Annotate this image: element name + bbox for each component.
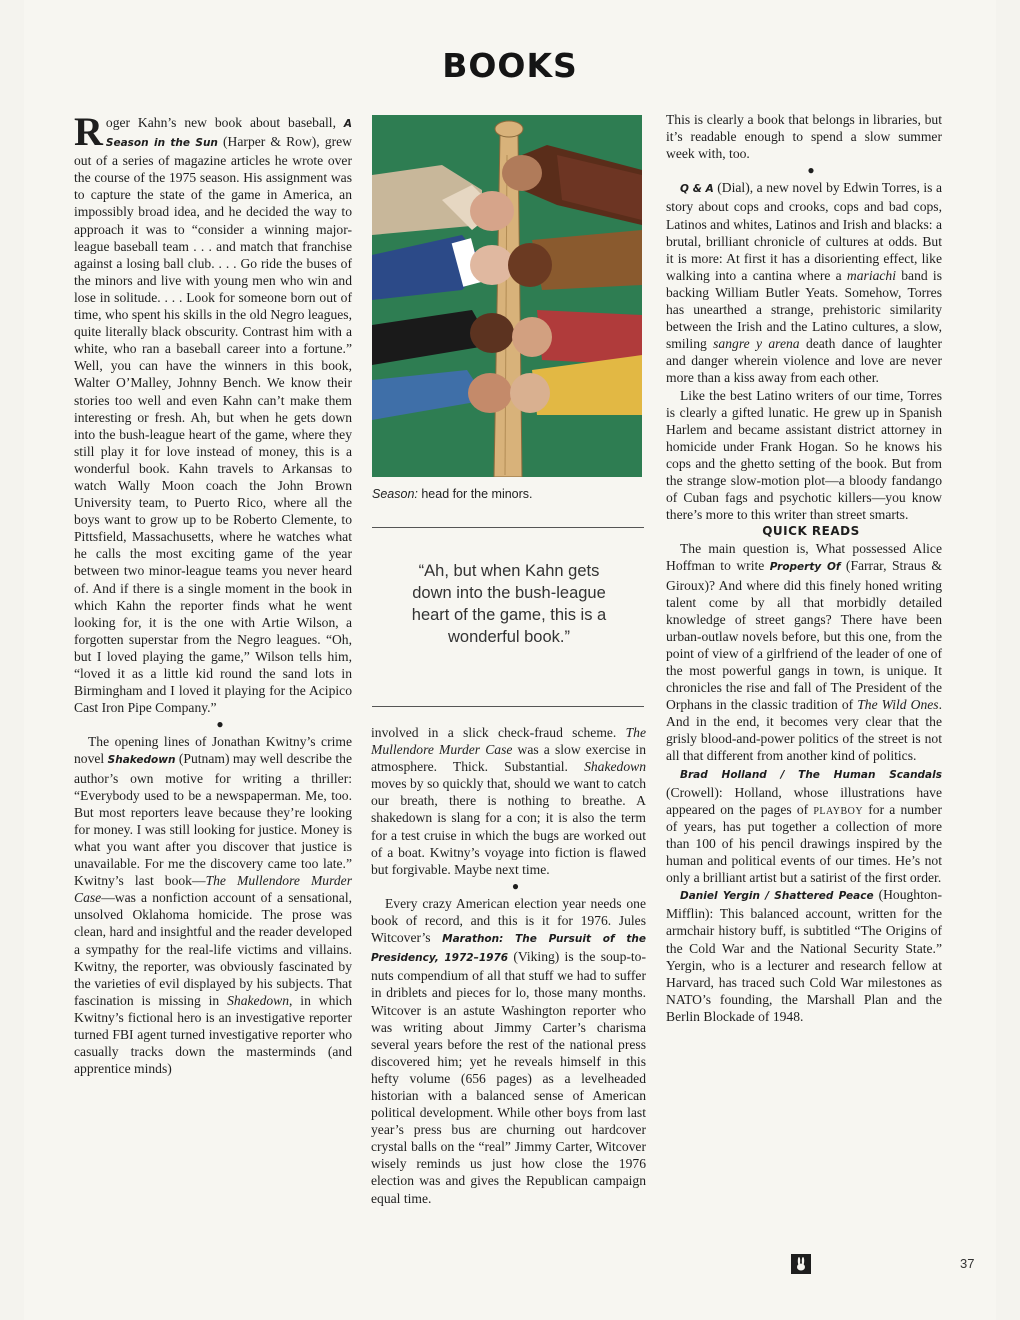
paragraph-season <box>74 109 352 716</box>
book-title: A Season in the Sun <box>105 118 352 150</box>
book-title: Shakedown <box>227 992 290 1008</box>
text: , in which Kwitny’s fictional hero is an investigative reporter turned FBI agent turned investigative reporter who casually tracks down the masterminds (and apprentice minds) <box>74 992 352 1077</box>
book-title: The Mullendore Murder Case <box>371 725 646 758</box>
paragraph-q-and-a <box>666 179 942 386</box>
book-title: The Mullendore Murder Case <box>74 873 352 906</box>
text: death dance of laughter and danger wherein violence and love are never more than a kiss away from each other. <box>666 336 942 386</box>
text: (Putnam) may well describe the author’s own motive for writing a thriller: “Everybody used to be a newspaperman. Me, too. But most reporters leave because they’re looking for money. I was still looking for justice. Money is what you want after you discover that justice is unavailable. For me the discovery came too late.” Kwitny’s last book— <box>74 751 352 889</box>
book-title: Marathon: The Pursuit of the Presidency, 1972–1976 <box>371 933 646 965</box>
illustration-caption <box>372 487 642 501</box>
italic-word: mariachi <box>846 267 897 283</box>
text: (Dial), a new novel by Edwin Torres, is a story about cops and crooks, cops and bad cops, Latinos and whites, Latinos and Irish and blacks: a brutal, brilliant chronicle of cultures at odds. But it is more: At first it has a disorienting effect, like walking into a cantina where a <box>666 180 942 283</box>
divider-top <box>372 527 644 528</box>
column-1 <box>74 109 352 1077</box>
drop-cap: R <box>74 109 103 154</box>
paragraph-shakedown-cont <box>371 724 646 878</box>
text: was a slow exercise in atmosphere. Thick. Substantial. <box>371 742 646 775</box>
text: (Harper & Row), grew out of a series of magazine articles he wrote over the course of the 1975 season. His assignment was to capture the state of the game in America, an impossibly broad idea, and he decided the way to approach it was to “consider a winning major-league baseball team . . . and match that franchise against a losing ball club. . . . Go ride the buses of the minors and live with young men who win and lose in solitude. . . . Look for someone born out of time, who spent his skills in the old Negro leagues, quite literally black obscurity. Contrast him with a white, who ran a baseball career into a fortune.” Well, you can have the winners in this book, Walter O’Malley, Johnny Bench. We know their stories too well and even Kahn can’t make them interesting or fresh. Ah, but when he gets down into the bush-league heart of the game, where they still play it for love instead of money, this is a wonderful book. Kahn travels to Arkansas to watch Wally Moon coach the John Brown University team, to Puerto Rico, where all the boys want to grow up to be Roberto Clemente, to Pittsfield, Massachusetts, where he watches what he calls the most exciting game of the year between two minor-league teams you never heard of. And if there is a single moment in the book in which Kahn the reporter finds what he went looking for, it is the one with Artie Wilson, a forgotten superstar from the Negro leagues. “Oh, but I loved playing the game,” Wilson tells him, “loved it as a little kid round the sand lots in Birmingham and I loved it playing for the Acipico Cast Iron Pipe Company.” <box>74 134 352 716</box>
text: The opening lines of Jonathan Kwitny’s crime novel <box>74 734 352 767</box>
paragraph-human-scandals <box>666 765 942 887</box>
text: (Crowell): Holland, whose illustrations have appeared on the pages of <box>666 784 942 817</box>
rabbit-head-icon <box>791 1254 811 1274</box>
book-title: Q & A <box>680 183 714 196</box>
caption-lead: Season: <box>372 487 418 501</box>
text: The main question is, What possessed Alice Hoffman to write <box>666 541 942 574</box>
text: (Viking) is the soup-to-nuts compendium of all that stuff we had to suffer in driblets and pieces for lo, those many months. Witcover is an astute Washington reporter who was writing about Jimmy Carter’s charisma several years before the rest of the national press discovered him; yet he reveals himself in this hefty volume (656 pages) as a levelheaded historian with a balanced sense of American political development. While other boys from last year’s press bus are churning out hardcover crystal balls on the “real” Jimmy Carter, Witcover wisely reminds us just how close the 1976 election was and gives the Republican campaign equal time. <box>371 949 647 1206</box>
section-bullet: ● <box>216 717 224 732</box>
paragraph-property-of <box>666 540 942 764</box>
hands-bat-icon <box>372 115 642 477</box>
text: . And in the end, it becomes very clear that the grisly blood-and-power politics of the street is not all that different from another kind of politics. <box>666 697 942 764</box>
text: oger Kahn’s new book about baseball, <box>105 115 344 130</box>
italic-title: The Wild Ones <box>857 697 939 713</box>
divider-bottom <box>372 706 644 707</box>
text: moves by so quickly that, should we want to catch our breath, there is nothing to breathe. A shakedown is slang for a con; it is also the term for a test cruise in which the bugs are worked out of a boat. Kwitny’s voyage into fiction is flawed but forgivable. Maybe next time. <box>371 776 646 877</box>
book-title: Brad Holland / The Human Scandals <box>680 768 942 781</box>
paragraph-shakedown <box>74 733 352 1077</box>
magazine-name: playboy <box>813 801 864 817</box>
text: for a number of years, has put together a collection of more than 100 of his pencil drawings inspired by the human and political events of our times. He’s not only a brilliant artist but a satirist of the first order. <box>666 801 942 886</box>
book-title: Daniel Yergin / Shattered Peace <box>680 890 874 903</box>
text: —was a nonfiction account of a sensational, unsolved Oklahoma homicide. The prose was clean, hard and insightful and the reader developed a sympathy for the real-life victims and villains. Kwitny, the reporter, was obviously fascinated by the varieties of evil displayed by his subjects. That fascination is missing in <box>74 890 352 1008</box>
page-number: 37 <box>960 1256 975 1271</box>
text: involved in a slick check-fraud scheme. <box>371 725 626 740</box>
section-title: BOOKS <box>442 46 578 85</box>
text: Every crazy American election year needs one book of record, and this is it for 1976. Jules Witcover’s <box>371 895 646 946</box>
italic-phrase: sangre y arena <box>713 336 800 352</box>
paragraph-shattered-peace <box>666 886 942 1025</box>
quick-reads-heading: QUICK READS <box>762 524 860 539</box>
column-3 <box>666 111 942 1025</box>
illustration-hands-on-bat <box>372 115 642 477</box>
text: (Houghton-Mifflin): This balanced account, written for the armchair history buff, is subtitled “The Origins of the Cold War and the National Security State.” Yergin, who is a lecturer and research fellow at Harvard, has traced such Cold War milestones as NATO’s founding, the Marshall Plan and the Berlin Blockade of 1948. <box>666 887 943 1024</box>
paragraph-marathon-cont: This is clearly a book that belongs in libraries, but it’s readable enough to spend a slow summer week with, too. <box>666 112 942 162</box>
section-bullet: ● <box>511 878 520 893</box>
book-title: Shakedown <box>107 754 176 767</box>
book-title: Shakedown <box>584 759 646 775</box>
paragraph-torres: Like the best Latino writers of our time, Torres is clearly a gifted lunatic. He grew up in Spanish Harlem and became assistant district attorney in homicide under Frank Hogan. So he knows his cops and the ghetto setting of the book. But from the strange slow-motion plot—a bloody fandango of Cuban fags and psychotic killers—you know there’s more to this writer than street smarts. <box>666 387 942 523</box>
text: (Farrar, Straus & Giroux)? And where did this finely honed writing talent come by all that morbidly detailed knowledge of street gangs? There have been urban-outlaw novels before, but this one, from the point of view of a girlfriend of the leader of one of the most powerful gangs in town, is unique. It chronicles the rise and fall of The President of the Orphans in the classic tradition of <box>666 558 943 713</box>
pull-quote: “Ah, but when Kahn gets down into the bush-league heart of the game, this is a wonderful book.” <box>411 562 607 646</box>
section-bullet: ● <box>807 163 815 178</box>
text: band is backing William Butler Yeats. Somehow, Torres has unearthed a strange, prehistoric similarity between the Irish and the Latino cultures, a slow, smiling <box>666 267 942 352</box>
column-2 <box>371 724 646 1207</box>
caption-text: head for the minors. <box>417 487 533 501</box>
book-title: Property Of <box>769 561 841 574</box>
paragraph-marathon <box>371 895 646 1207</box>
